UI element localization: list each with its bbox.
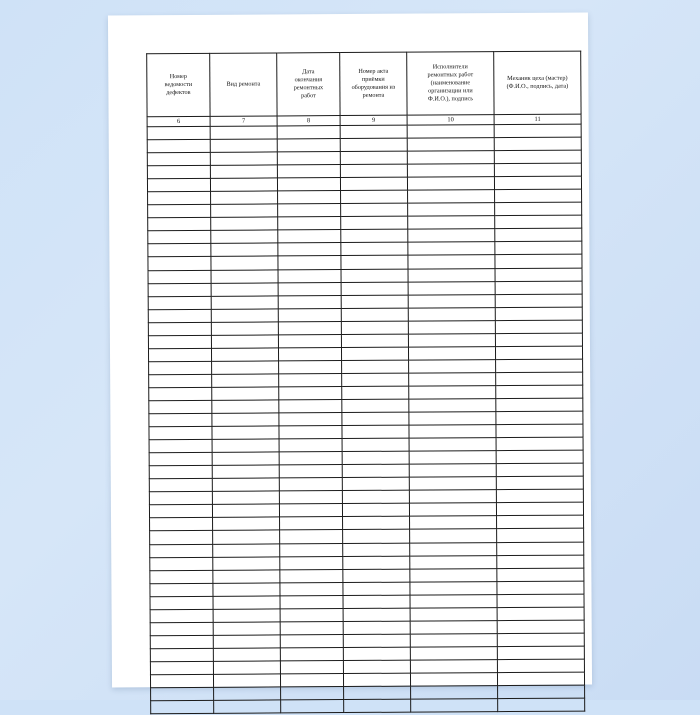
table-cell-empty[interactable]	[277, 126, 340, 139]
table-cell-empty[interactable]	[150, 648, 213, 661]
table-cell-empty[interactable]	[409, 386, 496, 400]
table-cell-empty[interactable]	[278, 191, 341, 204]
table-cell-empty[interactable]	[494, 137, 581, 151]
table-cell-empty[interactable]	[497, 529, 584, 543]
table-cell-empty[interactable]	[342, 399, 409, 412]
table-cell-empty[interactable]	[407, 125, 494, 139]
table-cell-empty[interactable]	[148, 205, 211, 218]
table-cell-empty[interactable]	[148, 257, 211, 270]
table-cell-empty[interactable]	[342, 451, 409, 464]
table-cell-empty[interactable]	[280, 556, 343, 569]
table-cell-empty[interactable]	[149, 426, 212, 439]
table-cell-empty[interactable]	[408, 333, 495, 347]
column-number-8: 8	[277, 116, 340, 126]
table-cell-empty[interactable]	[408, 229, 495, 243]
table-cell-empty[interactable]	[210, 178, 277, 191]
table-cell-empty[interactable]	[343, 608, 410, 621]
table-cell-empty[interactable]	[210, 152, 277, 165]
table-cell-empty[interactable]	[409, 412, 496, 426]
table-cell-empty[interactable]	[342, 386, 409, 399]
table-cell-empty[interactable]	[410, 516, 497, 530]
table-cell-empty[interactable]	[280, 647, 343, 660]
table-cell-empty[interactable]	[279, 478, 342, 491]
table-cell-empty[interactable]	[211, 204, 278, 217]
table-cell-empty[interactable]	[407, 177, 494, 191]
table-cell-empty[interactable]	[151, 687, 214, 700]
table-cell-empty[interactable]	[214, 700, 281, 713]
table-cell-empty[interactable]	[279, 386, 342, 399]
table-cell-empty[interactable]	[341, 190, 408, 203]
table-cell-empty[interactable]	[410, 594, 497, 608]
table-cell-empty[interactable]	[147, 152, 210, 165]
table-cell-empty[interactable]	[148, 270, 211, 283]
table-cell-empty[interactable]	[408, 216, 495, 230]
table-cell-empty[interactable]	[341, 230, 408, 243]
table-cell-empty[interactable]	[342, 412, 409, 425]
table-cell-empty[interactable]	[280, 530, 343, 543]
table-cell-empty[interactable]	[213, 530, 280, 543]
table-cell-empty[interactable]	[496, 424, 583, 438]
table-cell-empty[interactable]	[343, 543, 410, 556]
table-cell-empty[interactable]	[213, 648, 280, 661]
table-cell-empty[interactable]	[496, 385, 583, 399]
table-cell-empty[interactable]	[497, 633, 584, 647]
table-cell-empty[interactable]	[408, 346, 495, 360]
table-cell-empty[interactable]	[278, 321, 341, 334]
table-cell-empty[interactable]	[213, 674, 280, 687]
table-cell-empty[interactable]	[279, 373, 342, 386]
table-cell-empty[interactable]	[495, 202, 582, 216]
table-cell-empty[interactable]	[494, 124, 581, 138]
table-cell-empty[interactable]	[408, 320, 495, 334]
column-number-7: 7	[210, 116, 277, 126]
table-cell-empty[interactable]	[213, 517, 280, 530]
table-cell-empty[interactable]	[211, 283, 278, 296]
table-cell-empty[interactable]	[495, 346, 582, 360]
table-cell-empty[interactable]	[211, 322, 278, 335]
table-cell-empty[interactable]	[212, 426, 279, 439]
table-cell-empty[interactable]	[341, 308, 408, 321]
table-cell-empty[interactable]	[344, 686, 411, 699]
table-header	[147, 51, 581, 127]
table-cell-empty[interactable]	[496, 437, 583, 451]
table-cell-empty[interactable]	[149, 400, 212, 413]
column-number-6: 6	[147, 116, 210, 126]
table-cell-empty[interactable]	[409, 503, 496, 517]
table-cell-empty[interactable]	[343, 673, 410, 686]
table-cell-empty[interactable]	[497, 542, 584, 556]
table-cell-empty[interactable]	[280, 621, 343, 634]
repair-log-table	[146, 51, 585, 715]
table-cell-empty[interactable]	[279, 439, 342, 452]
table-cell-empty[interactable]	[280, 543, 343, 556]
table-cell-empty[interactable]	[410, 620, 497, 634]
table-cell-empty[interactable]	[408, 203, 495, 217]
table-body	[147, 124, 585, 714]
table-cell-empty[interactable]	[496, 398, 583, 412]
document-page	[108, 13, 592, 688]
table-cell-empty[interactable]	[278, 243, 341, 256]
table-cell-empty[interactable]	[150, 570, 213, 583]
table-cell-empty[interactable]	[277, 139, 340, 152]
table-cell-empty[interactable]	[495, 268, 582, 282]
table-cell-empty[interactable]	[148, 218, 211, 231]
table-cell-empty[interactable]	[497, 594, 584, 608]
table-cell-empty[interactable]	[408, 307, 495, 321]
table-cell-empty[interactable]	[341, 334, 408, 347]
table-cell-empty[interactable]	[498, 698, 585, 712]
table-cell-empty[interactable]	[280, 595, 343, 608]
table-cell-empty[interactable]	[149, 479, 212, 492]
table-cell-empty[interactable]	[213, 635, 280, 648]
column-header-contractors: Исполнители ремонтных работ (наименование организации или Ф.И.О.), подпись	[407, 52, 494, 116]
table-cell-empty[interactable]	[149, 374, 212, 387]
table-cell-empty[interactable]	[341, 216, 408, 229]
table-cell-empty[interactable]	[407, 151, 494, 165]
table-cell-empty[interactable]	[280, 674, 343, 687]
table-cell-empty[interactable]	[409, 477, 496, 491]
table-cell-empty[interactable]	[212, 491, 279, 504]
table-cell-empty[interactable]	[410, 581, 497, 595]
table-cell-empty[interactable]	[494, 150, 581, 164]
table-cell-empty[interactable]	[281, 687, 344, 700]
table-cell-empty[interactable]	[212, 413, 279, 426]
table-cell-empty[interactable]	[410, 660, 497, 674]
table-cell-empty[interactable]	[213, 596, 280, 609]
table-cell-empty[interactable]	[148, 322, 211, 335]
column-header-completion-date: Дата окончания ремонтных работ	[277, 53, 340, 116]
table-cell-empty[interactable]	[496, 359, 583, 373]
table-cell-empty[interactable]	[342, 425, 409, 438]
table-cell-empty[interactable]	[280, 517, 343, 530]
table-cell-empty[interactable]	[278, 282, 341, 295]
table-cell-empty[interactable]	[497, 620, 584, 634]
table-cell-empty[interactable]	[280, 608, 343, 621]
table-area	[146, 51, 569, 715]
table-cell-empty[interactable]	[149, 492, 212, 505]
table-cell-empty[interactable]	[211, 243, 278, 256]
table-cell-empty[interactable]	[148, 309, 211, 322]
table-cell-empty[interactable]	[148, 335, 211, 348]
table-cell-empty[interactable]	[342, 360, 409, 373]
table-cell-empty[interactable]	[211, 335, 278, 348]
table-cell-empty[interactable]	[343, 582, 410, 595]
table-cell-empty[interactable]	[496, 502, 583, 516]
table-cell-empty[interactable]	[343, 634, 410, 647]
table-cell-empty[interactable]	[278, 230, 341, 243]
table-cell-empty[interactable]	[148, 348, 211, 361]
table-cell-empty[interactable]	[497, 581, 584, 595]
table-cell-empty[interactable]	[341, 269, 408, 282]
table-cell-empty[interactable]	[496, 476, 583, 490]
table-cell-empty[interactable]	[410, 673, 497, 687]
table-cell-empty[interactable]	[211, 348, 278, 361]
column-number-11: 11	[494, 114, 581, 125]
table-cell-empty[interactable]	[497, 607, 584, 621]
table-cell-empty[interactable]	[340, 125, 407, 138]
table-cell-empty[interactable]	[408, 268, 495, 282]
table-cell-empty[interactable]	[150, 544, 213, 557]
table-cell-empty[interactable]	[278, 295, 341, 308]
table-cell-empty[interactable]	[340, 177, 407, 190]
table-cell-empty[interactable]	[341, 256, 408, 269]
table-cell-empty[interactable]	[212, 452, 279, 465]
table-cell-empty[interactable]	[149, 453, 212, 466]
table-cell-empty[interactable]	[342, 438, 409, 451]
table-cell-empty[interactable]	[214, 687, 281, 700]
table-cell-empty[interactable]	[409, 438, 496, 452]
table-cell-empty[interactable]	[497, 646, 584, 660]
table-cell-empty[interactable]	[343, 517, 410, 530]
table-row[interactable]	[151, 698, 585, 714]
table-cell-empty[interactable]	[408, 242, 495, 256]
table-cell-empty[interactable]	[410, 568, 497, 582]
table-cell-empty[interactable]	[212, 374, 279, 387]
table-cell-empty[interactable]	[210, 139, 277, 152]
table-cell-empty[interactable]	[279, 360, 342, 373]
table-cell-empty[interactable]	[277, 165, 340, 178]
table-cell-empty[interactable]	[409, 359, 496, 373]
table-cell-empty[interactable]	[341, 347, 408, 360]
table-cell-empty[interactable]	[278, 256, 341, 269]
table-cell-empty[interactable]	[410, 555, 497, 569]
table-cell-empty[interactable]	[213, 570, 280, 583]
table-cell-empty[interactable]	[210, 165, 277, 178]
table-cell-empty[interactable]	[278, 269, 341, 282]
table-cell-empty[interactable]	[341, 243, 408, 256]
table-cell-empty[interactable]	[495, 189, 582, 203]
table-cell-empty[interactable]	[342, 477, 409, 490]
table-cell-empty[interactable]	[343, 621, 410, 634]
table-cell-empty[interactable]	[409, 425, 496, 439]
table-cell-empty[interactable]	[495, 228, 582, 242]
table-cell-empty[interactable]	[148, 296, 211, 309]
table-cell-empty[interactable]	[279, 400, 342, 413]
table-cell-empty[interactable]	[149, 387, 212, 400]
column-header-acceptance-act-number: Номер акта приёмки оборудования из ремонта	[340, 52, 407, 115]
table-cell-empty[interactable]	[496, 489, 583, 503]
table-cell-empty[interactable]	[278, 334, 341, 347]
table-cell-empty[interactable]	[409, 464, 496, 478]
table-cell-empty[interactable]	[278, 347, 341, 360]
table-cell-empty[interactable]	[496, 463, 583, 477]
table-cell-empty[interactable]	[409, 399, 496, 413]
table-cell-empty[interactable]	[212, 439, 279, 452]
table-cell-empty[interactable]	[408, 190, 495, 204]
table-cell-empty[interactable]	[212, 361, 279, 374]
table-cell-empty[interactable]	[496, 411, 583, 425]
table-cell-empty[interactable]	[407, 164, 494, 178]
table-cell-empty[interactable]	[344, 699, 411, 712]
table-cell-empty[interactable]	[408, 255, 495, 269]
table-cell-empty[interactable]	[150, 661, 213, 674]
table-cell-empty[interactable]	[495, 294, 582, 308]
table-cell-empty[interactable]	[280, 582, 343, 595]
table-cell-empty[interactable]	[212, 465, 279, 478]
table-cell-empty[interactable]	[343, 569, 410, 582]
table-cell-empty[interactable]	[495, 242, 582, 256]
table-cell-empty[interactable]	[410, 646, 497, 660]
table-cell-empty[interactable]	[150, 596, 213, 609]
table-cell-empty[interactable]	[341, 203, 408, 216]
table-cell-empty[interactable]	[150, 531, 213, 544]
table-cell-empty[interactable]	[210, 126, 277, 139]
table-cell-empty[interactable]	[213, 556, 280, 569]
table-cell-empty[interactable]	[498, 685, 585, 699]
table-cell-empty[interactable]	[497, 555, 584, 569]
table-cell-empty[interactable]	[277, 152, 340, 165]
table-cell-empty[interactable]	[342, 503, 409, 516]
table-cell-empty[interactable]	[409, 373, 496, 387]
table-cell-empty[interactable]	[211, 269, 278, 282]
table-cell-empty[interactable]	[147, 179, 210, 192]
table-cell-empty[interactable]	[213, 622, 280, 635]
table-cell-empty[interactable]	[409, 451, 496, 465]
column-number-9: 9	[340, 115, 407, 125]
table-cell-empty[interactable]	[497, 672, 584, 686]
table-cell-empty[interactable]	[494, 163, 581, 177]
table-cell-empty[interactable]	[150, 583, 213, 596]
table-cell-empty[interactable]	[279, 491, 342, 504]
table-cell-empty[interactable]	[495, 215, 582, 229]
table-cell-empty[interactable]	[340, 138, 407, 151]
table-cell-empty[interactable]	[343, 647, 410, 660]
table-cell-empty[interactable]	[495, 320, 582, 334]
table-cell-empty[interactable]	[411, 699, 498, 713]
table-cell-empty[interactable]	[148, 192, 211, 205]
table-cell-empty[interactable]	[340, 151, 407, 164]
table-cell-empty[interactable]	[408, 294, 495, 308]
table-cell-empty[interactable]	[212, 400, 279, 413]
table-cell-empty[interactable]	[150, 622, 213, 635]
table-cell-empty[interactable]	[147, 165, 210, 178]
table-cell-empty[interactable]	[341, 282, 408, 295]
table-cell-empty[interactable]	[279, 465, 342, 478]
table-cell-empty[interactable]	[343, 595, 410, 608]
table-cell-empty[interactable]	[495, 281, 582, 295]
table-cell-empty[interactable]	[342, 373, 409, 386]
table-cell-empty[interactable]	[150, 609, 213, 622]
table-cell-empty[interactable]	[149, 413, 212, 426]
table-cell-empty[interactable]	[213, 661, 280, 674]
table-cell-empty[interactable]	[343, 660, 410, 673]
column-header-shop-mechanic: Механик цеха (мастер) (Ф.И.О., подпись, дата)	[494, 51, 581, 115]
table-cell-empty[interactable]	[495, 307, 582, 321]
table-cell-empty[interactable]	[408, 281, 495, 295]
table-cell-empty[interactable]	[278, 308, 341, 321]
table-cell-empty[interactable]	[280, 660, 343, 673]
table-cell-empty[interactable]	[341, 321, 408, 334]
column-number-10: 10	[407, 115, 494, 126]
table-cell-empty[interactable]	[148, 244, 211, 257]
table-cell-empty[interactable]	[342, 490, 409, 503]
table-header-row	[147, 51, 581, 117]
table-cell-empty[interactable]	[277, 178, 340, 191]
table-cell-empty[interactable]	[211, 296, 278, 309]
table-cell-empty[interactable]	[279, 413, 342, 426]
table-cell-empty[interactable]	[213, 609, 280, 622]
table-cell-empty[interactable]	[213, 543, 280, 556]
table-cell-empty[interactable]	[148, 283, 211, 296]
table-cell-empty[interactable]	[212, 478, 279, 491]
column-header-defect-sheet-number: Номер ведомости дефектов	[147, 53, 210, 116]
table-cell-empty[interactable]	[211, 217, 278, 230]
table-cell-empty[interactable]	[411, 686, 498, 700]
table-cell-empty[interactable]	[148, 231, 211, 244]
table-cell-empty[interactable]	[410, 529, 497, 543]
table-cell-empty[interactable]	[151, 700, 214, 713]
table-cell-empty[interactable]	[495, 255, 582, 269]
table-cell-empty[interactable]	[496, 372, 583, 386]
table-cell-empty[interactable]	[279, 504, 342, 517]
column-header-repair-type: Вид ремонта	[210, 53, 277, 116]
table-cell-empty[interactable]	[150, 635, 213, 648]
table-cell-empty[interactable]	[150, 518, 213, 531]
table-cell-empty[interactable]	[211, 256, 278, 269]
table-cell-empty[interactable]	[211, 191, 278, 204]
table-cell-empty[interactable]	[497, 515, 584, 529]
table-cell-empty[interactable]	[342, 464, 409, 477]
table-cell-empty[interactable]	[280, 634, 343, 647]
table-cell-empty[interactable]	[150, 674, 213, 687]
table-cell-empty[interactable]	[280, 569, 343, 582]
table-cell-empty[interactable]	[407, 138, 494, 152]
table-cell-empty[interactable]	[281, 700, 344, 713]
table-cell-empty[interactable]	[497, 568, 584, 582]
table-cell-empty[interactable]	[341, 295, 408, 308]
table-cell-empty[interactable]	[343, 556, 410, 569]
table-cell-empty[interactable]	[211, 230, 278, 243]
table-cell-empty[interactable]	[409, 490, 496, 504]
table-cell-empty[interactable]	[494, 176, 581, 190]
table-cell-empty[interactable]	[278, 204, 341, 217]
table-cell-empty[interactable]	[212, 387, 279, 400]
table-cell-empty[interactable]	[149, 439, 212, 452]
table-cell-empty[interactable]	[211, 309, 278, 322]
table-cell-empty[interactable]	[149, 466, 212, 479]
table-cell-empty[interactable]	[147, 126, 210, 139]
table-cell-empty[interactable]	[278, 217, 341, 230]
table-cell-empty[interactable]	[496, 450, 583, 464]
table-cell-empty[interactable]	[279, 426, 342, 439]
table-cell-empty[interactable]	[213, 583, 280, 596]
table-cell-empty[interactable]	[495, 333, 582, 347]
table-cell-empty[interactable]	[497, 659, 584, 673]
table-cell-empty[interactable]	[149, 505, 212, 518]
table-cell-empty[interactable]	[410, 633, 497, 647]
table-cell-empty[interactable]	[279, 452, 342, 465]
table-cell-empty[interactable]	[150, 557, 213, 570]
table-cell-empty[interactable]	[410, 607, 497, 621]
table-cell-empty[interactable]	[149, 361, 212, 374]
table-cell-empty[interactable]	[410, 542, 497, 556]
table-cell-empty[interactable]	[340, 164, 407, 177]
table-cell-empty[interactable]	[343, 530, 410, 543]
table-cell-empty[interactable]	[212, 504, 279, 517]
table-cell-empty[interactable]	[147, 139, 210, 152]
